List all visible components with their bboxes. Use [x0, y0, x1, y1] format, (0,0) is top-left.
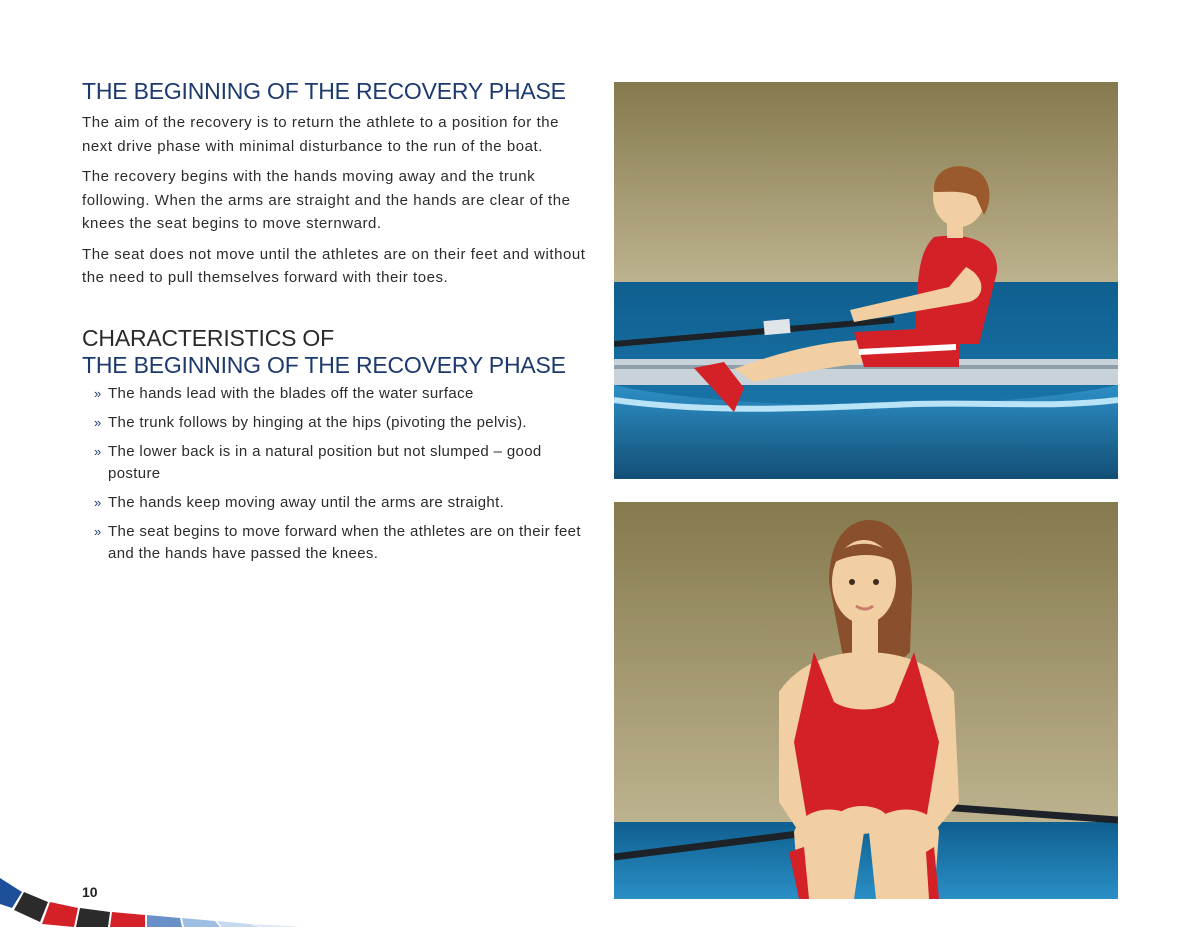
page-number: 10 — [82, 884, 98, 900]
section-title-recovery: THE BEGINNING OF THE RECOVERY PHASE — [82, 78, 566, 104]
list-item: » The trunk follows by hinging at the hips (pivoting the pelvis). — [96, 412, 592, 434]
paragraph-recovery-begins: The recovery begins with the hands moving away and the trunk following. When the arms are straight and the hands are clear of the knees the seat begins to move sternward. — [82, 168, 571, 232]
bullet-icon: » — [94, 443, 102, 459]
title-line-1: CHARACTERISTICS OF — [82, 324, 334, 351]
rower-front-view-illustration — [614, 502, 1118, 899]
bullet-icon: » — [94, 494, 102, 510]
paragraph-aim: The aim of the recovery is to return the athlete to a position for the next drive phase with minimal disturbance to the run of the boat. — [82, 114, 560, 155]
list-item: » The lower back is in a natural position but not slumped – good posture — [94, 442, 542, 482]
characteristics-list — [82, 383, 592, 565]
list-item: » The seat begins to move forward when the athletes are on their feet and the hands have passed the knees. — [94, 522, 581, 562]
section-title-characteristics — [82, 325, 592, 379]
list-item: » The hands keep moving away until the arms are straight. — [96, 492, 592, 514]
bullet-icon: » — [94, 385, 102, 401]
rower-side-view-illustration — [614, 82, 1118, 479]
list-item: » The hands lead with the blades off the water surface — [96, 383, 592, 405]
title-line-2: THE BEGINNING OF THE RECOVERY PHASE — [82, 351, 566, 378]
bullet-icon: » — [94, 523, 102, 539]
text-column — [82, 78, 592, 572]
decorative-stripes — [0, 878, 300, 927]
paragraph-seat: The seat does not move until the athletes are on their feet and without the need to pull themselves forward with their toes. — [82, 245, 586, 286]
bullet-icon: » — [94, 414, 102, 430]
